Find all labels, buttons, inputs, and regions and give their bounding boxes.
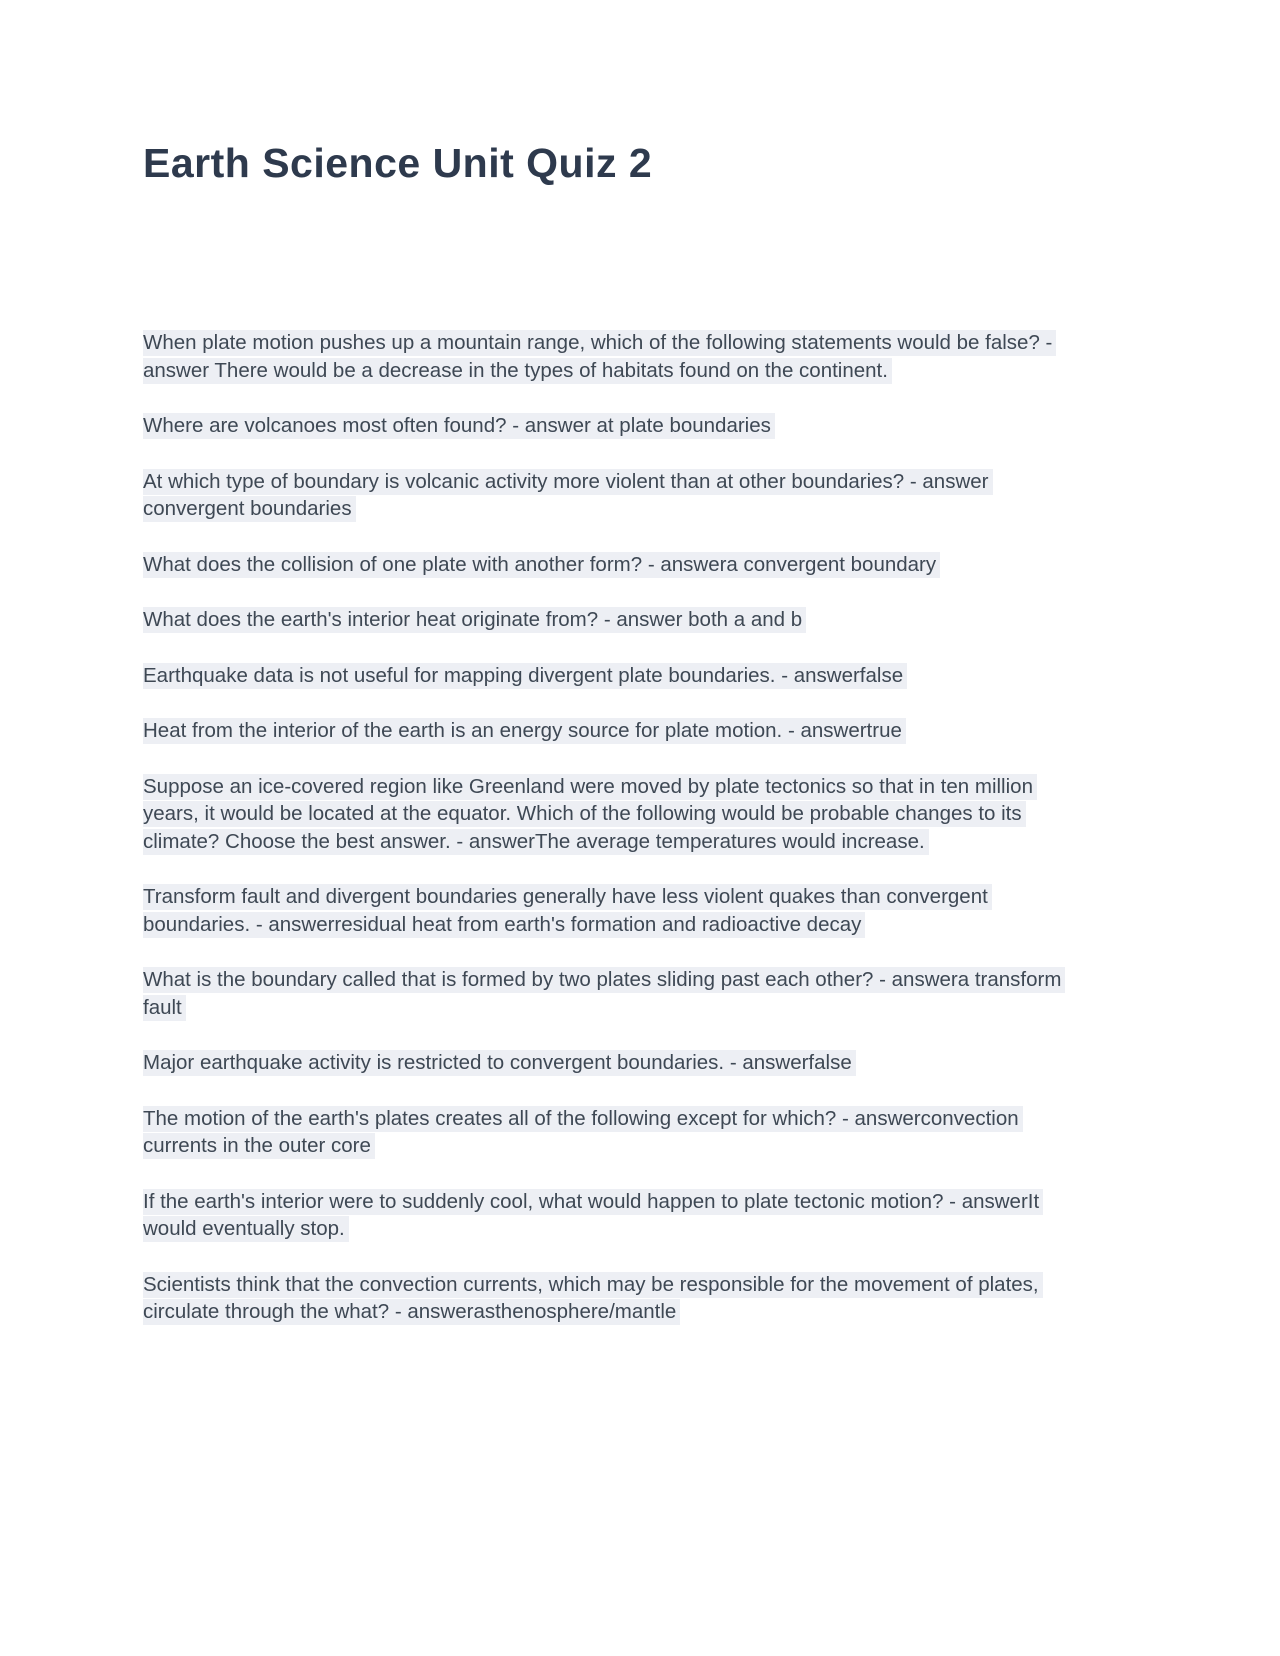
quiz-item	[143, 773, 1088, 856]
quiz-item	[143, 329, 1088, 384]
quiz-item	[143, 662, 1088, 690]
quiz-item-text: What does the collision of one plate with another form? - answera convergent boundary	[143, 552, 940, 578]
quiz-item-text: Scientists think that the convection currents, which may be responsible for the movement of plates, circulate through the what? - answerasthenosphere/mantle	[143, 1272, 1043, 1326]
quiz-item	[143, 468, 1088, 523]
quiz-item-text: Suppose an ice-covered region like Greenland were moved by plate tectonics so that in ten million years, it would be located at the equator. Which of the following would be probable changes to its climate? Choose the best answer. - answerThe average temperatures would increase.	[143, 774, 1037, 855]
quiz-item-text: If the earth's interior were to suddenly cool, what would happen to plate tectonic motion? - answerIt would eventually stop.	[143, 1189, 1043, 1243]
quiz-item-text: What does the earth's interior heat originate from? - answer both a and b	[143, 607, 806, 633]
quiz-item	[143, 966, 1088, 1021]
document-content	[143, 140, 1088, 1354]
quiz-item	[143, 551, 1088, 579]
quiz-item	[143, 1105, 1088, 1160]
quiz-item	[143, 1188, 1088, 1243]
quiz-item	[143, 1271, 1088, 1326]
quiz-item-text: Major earthquake activity is restricted to convergent boundaries. - answerfalse	[143, 1050, 856, 1076]
quiz-item	[143, 883, 1088, 938]
quiz-item-text: The motion of the earth's plates creates all of the following except for which? - answerconvection currents in the outer core	[143, 1106, 1023, 1160]
quiz-item	[143, 606, 1088, 634]
quiz-item	[143, 717, 1088, 745]
quiz-item-text: Heat from the interior of the earth is an energy source for plate motion. - answertrue	[143, 718, 906, 744]
document-title: Earth Science Unit Quiz 2	[143, 140, 653, 186]
quiz-item-text: Where are volcanoes most often found? - answer at plate boundaries	[143, 413, 775, 439]
quiz-item	[143, 412, 1088, 440]
quiz-item-text: When plate motion pushes up a mountain range, which of the following statements would be false? - answer There would be a decrease in the types of habitats found on the continent.	[143, 330, 1056, 384]
quiz-item-text: Transform fault and divergent boundaries generally have less violent quakes than convergent boundaries. - answerresidual heat from earth's formation and radioactive decay	[143, 884, 992, 938]
title-spacer	[143, 245, 1088, 329]
quiz-item-text: What is the boundary called that is formed by two plates sliding past each other? - answera transform fault	[143, 967, 1065, 1021]
quiz-item	[143, 1049, 1088, 1077]
quiz-item-text: At which type of boundary is volcanic activity more violent than at other boundaries? - answer convergent boundaries	[143, 469, 993, 523]
quiz-item-text: Earthquake data is not useful for mapping divergent plate boundaries. - answerfalse	[143, 663, 907, 689]
